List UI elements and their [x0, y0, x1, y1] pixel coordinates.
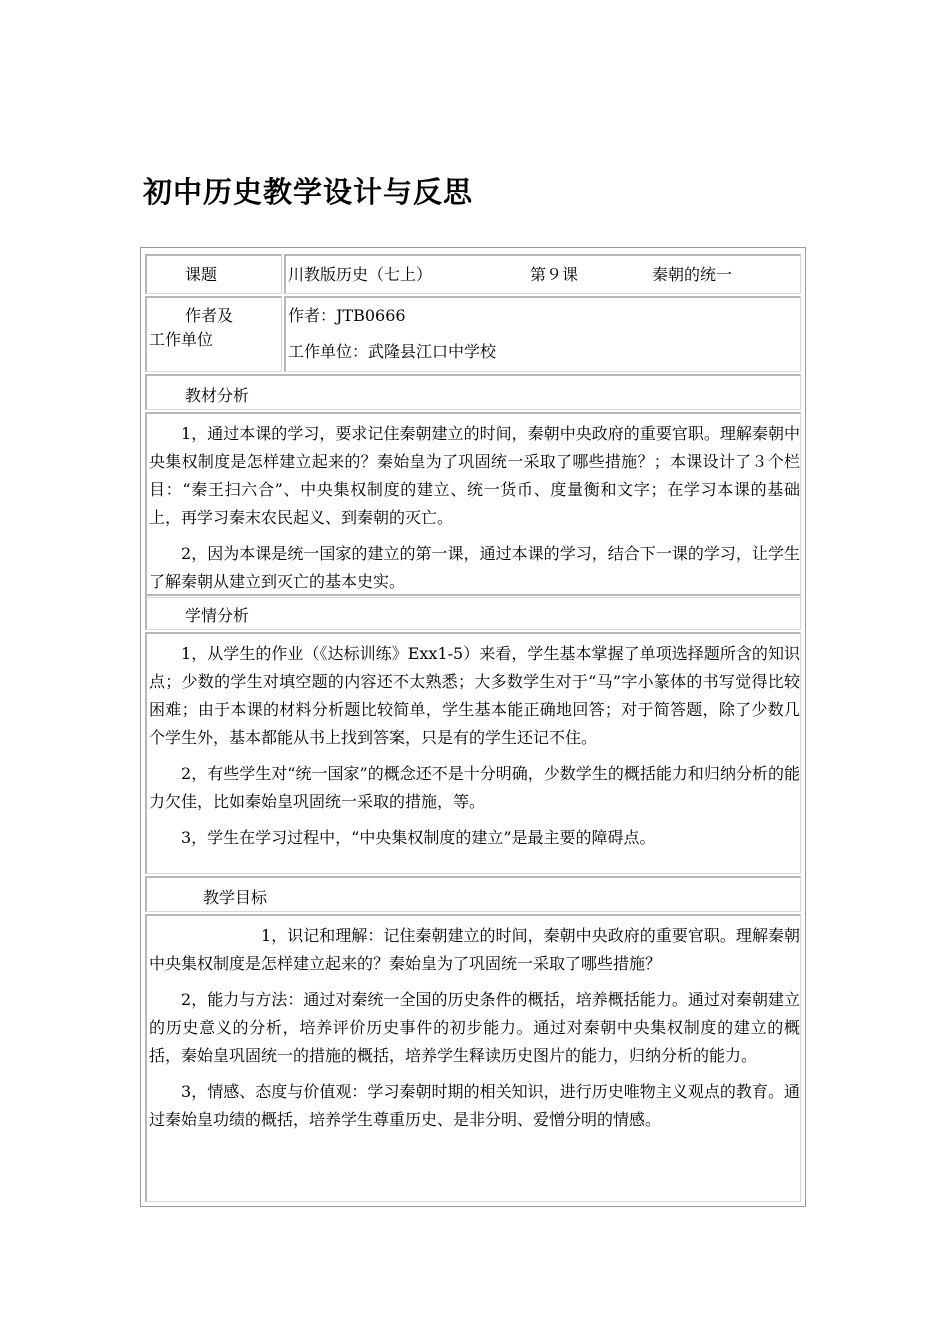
textbook-analysis-paragraph-1: 1，通过本课的学习，要求记住秦朝建立的时间，秦朝中央政府的重要官职。理解秦朝中央集权制度是怎样建立起来的？秦始皇为了巩固统一采取了哪些措施？；本课设计了３个栏目：“秦王扫六合”、中央集权制度的建立、统一货币、度量衡和文字；在学习本课的基础上，再学习秦末农民起义、到秦朝的灭亡。 [149, 424, 800, 527]
student-analysis-body [145, 632, 801, 874]
teaching-goals-paragraph-1: 1，识记和理解：记住秦朝建立的时间，秦朝中央政府的重要官职。理解秦朝中央集权制度是怎样建立起来的？秦始皇为了巩固统一采取了哪些措施？ [149, 926, 800, 973]
topic-textbook: 川教版历史（七上） [288, 265, 433, 284]
student-analysis-header [145, 594, 801, 630]
topic-lesson-number: 第９课 [530, 265, 579, 284]
student-analysis-paragraph-3: 3，学生在学习过程中，“中央集权制度的建立”是最主要的障碍点。 [181, 828, 656, 847]
author-value-cell [284, 296, 801, 372]
textbook-analysis-body [145, 412, 801, 598]
topic-lesson-title: 秦朝的统一 [652, 265, 733, 284]
textbook-analysis-heading: 教材分析 [185, 386, 250, 405]
author-name: 作者：JTB0666 [288, 306, 406, 325]
author-label-cell [145, 296, 282, 372]
teaching-goals-paragraph-3: 3，情感、态度与价值观：学习秦朝时期的相关知识，进行历史唯物主义观点的教育。通过秦始皇功绩的概括，培养学生尊重历史、是非分明、爱憎分明的情感。 [149, 1082, 800, 1129]
teaching-goals-heading: 教学目标 [203, 888, 268, 907]
textbook-analysis-paragraph-2: 2，因为本课是统一国家的建立的第一课，通过本课的学习，结合下一课的学习，让学生了解秦朝从建立到灭亡的基本史实。 [149, 544, 800, 591]
author-label-line1: 作者及 [185, 306, 234, 325]
topic-value-cell [284, 254, 801, 294]
topic-label: 课题 [185, 265, 218, 284]
teaching-goals-body [145, 914, 801, 1202]
author-label-line2: 工作单位 [149, 330, 214, 349]
teaching-goals-header [145, 876, 801, 912]
student-analysis-paragraph-1: 1，从学生的作业（《达标训练》Exx1-5）来看，学生基本掌握了单项选择题所含的知识点；少数的学生对填空题的内容还不太熟悉；大多数学生对于“马”字小篆体的书写觉得比较困难；由于本课的材料分析题比较简单，学生基本能正确地回答；对于简答题，除了少数几个学生外，基本都能从书上找到答案，只是有的学生还记不住。 [149, 644, 800, 747]
author-unit: 工作单位：武隆县江口中学校 [288, 342, 497, 361]
student-analysis-heading: 学情分析 [185, 606, 250, 625]
textbook-analysis-header [145, 374, 801, 410]
lesson-plan-table [140, 247, 806, 1207]
topic-label-cell [145, 254, 282, 294]
student-analysis-paragraph-2: 2，有些学生对“统一国家”的概念还不是十分明确，少数学生的概括能力和归纳分析的能力欠佳，比如秦始皇巩固统一采取的措施，等。 [149, 764, 800, 811]
teaching-goals-paragraph-2: 2，能力与方法：通过对秦统一全国的历史条件的概括，培养概括能力。通过对秦朝建立的历史意义的分析，培养评价历史事件的初步能力。通过对秦朝中央集权制度的建立的概括，秦始皇巩固统一的措施的概括，培养学生释读历史图片的能力，归纳分析的能力。 [149, 990, 800, 1065]
page-title: 初中历史教学设计与反思 [143, 175, 474, 209]
